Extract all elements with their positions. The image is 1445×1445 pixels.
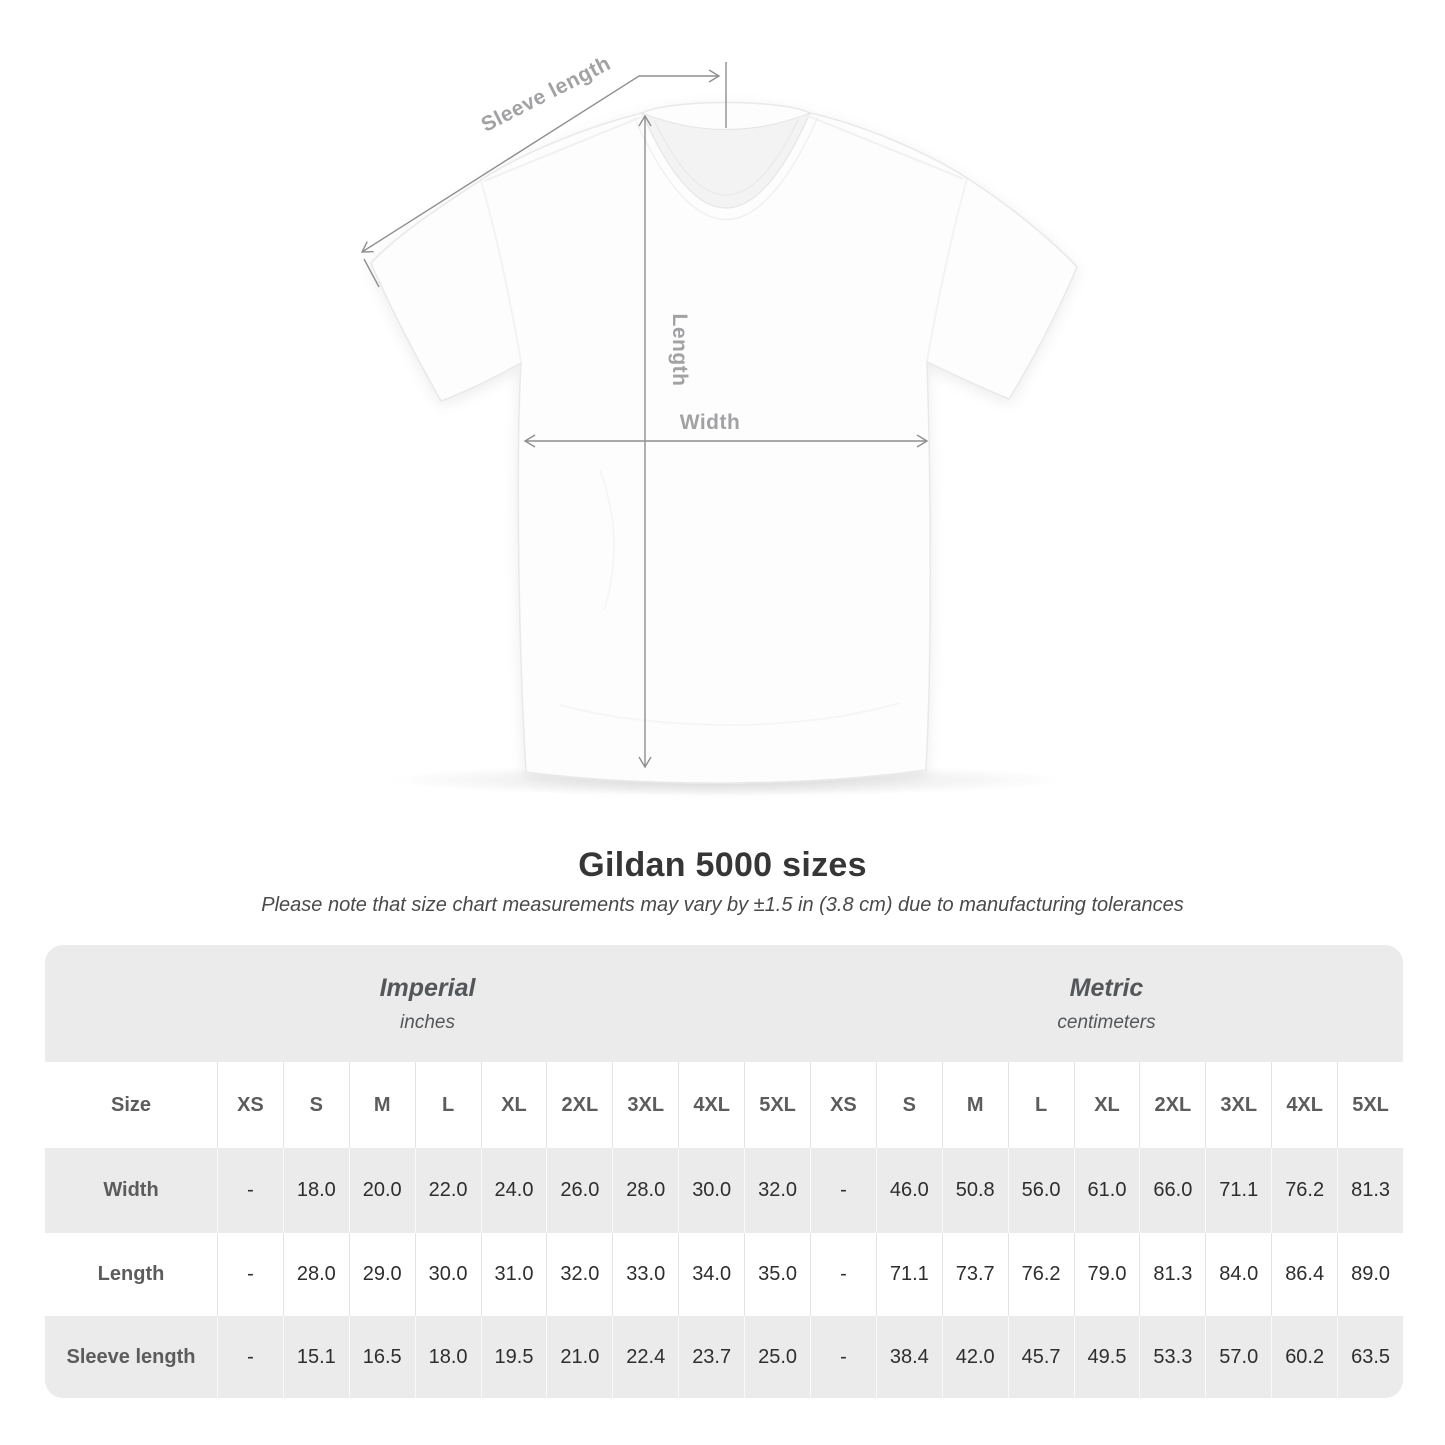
imperial-unit: inches <box>400 1011 455 1033</box>
measurement-cell: 86.4 <box>1271 1233 1337 1316</box>
tolerance-note: Please note that size chart measurements may vary by ±1.5 in (3.8 cm) due to manufacturing tolerances <box>261 894 1184 916</box>
measurement-cell: - <box>810 1148 876 1233</box>
width-label: Width <box>679 411 741 434</box>
measurement-cell: 50.8 <box>942 1148 1008 1233</box>
measurement-cell: 32.0 <box>546 1233 612 1316</box>
measurement-cell: 84.0 <box>1205 1233 1271 1316</box>
size-col-header: 5XL <box>1337 1062 1403 1148</box>
metric-label: Metric <box>1069 973 1144 1002</box>
measurement-cell: - <box>810 1316 876 1398</box>
table-body <box>45 1148 1403 1398</box>
measurement-cell: 25.0 <box>744 1316 810 1398</box>
size-col-header: XS <box>810 1062 876 1148</box>
measurement-cell: 81.3 <box>1139 1233 1205 1316</box>
measurement-cell: - <box>217 1233 283 1316</box>
measurement-cell: 45.7 <box>1008 1316 1074 1398</box>
measurement-cell: 38.4 <box>876 1316 942 1398</box>
size-col-header: 2XL <box>1139 1062 1205 1148</box>
size-col-header: 5XL <box>744 1062 810 1148</box>
measurement-cell: 49.5 <box>1074 1316 1140 1398</box>
measurement-cell: 76.2 <box>1008 1233 1074 1316</box>
measurement-cell: 60.2 <box>1271 1316 1337 1398</box>
measurement-cell: 23.7 <box>678 1316 744 1398</box>
size-col-header: 4XL <box>678 1062 744 1148</box>
measurement-cell: 63.5 <box>1337 1316 1403 1398</box>
measurement-cell: 15.1 <box>283 1316 349 1398</box>
measurement-cell: 76.2 <box>1271 1148 1337 1233</box>
measurement-cell: 73.7 <box>942 1233 1008 1316</box>
tee-illustration <box>371 103 1077 784</box>
measurement-row <box>45 1148 1403 1233</box>
imperial-label: Imperial <box>379 973 476 1002</box>
measurement-cell: 35.0 <box>744 1233 810 1316</box>
length-label: Length <box>668 313 691 387</box>
measurement-cell: 31.0 <box>481 1233 547 1316</box>
size-col-header: S <box>283 1062 349 1148</box>
measurement-cell: 26.0 <box>546 1148 612 1233</box>
size-col-header: L <box>415 1062 481 1148</box>
measurement-cell: 22.4 <box>612 1316 678 1398</box>
measurement-cell: 53.3 <box>1139 1316 1205 1398</box>
measurement-cell: - <box>810 1233 876 1316</box>
metric-group-header <box>810 945 1403 1062</box>
size-col-header: L <box>1008 1062 1074 1148</box>
size-col-header: 2XL <box>546 1062 612 1148</box>
measurement-cell: 19.5 <box>481 1316 547 1398</box>
size-col-header: XL <box>1074 1062 1140 1148</box>
measurement-cell: 29.0 <box>349 1233 415 1316</box>
row-label: Width <box>103 1179 159 1201</box>
measurement-cell: - <box>217 1316 283 1398</box>
measurement-cell: 34.0 <box>678 1233 744 1316</box>
measurement-cell: 33.0 <box>612 1233 678 1316</box>
measurement-row <box>45 1233 1403 1316</box>
size-col-header: XL <box>481 1062 547 1148</box>
measurement-cell: 46.0 <box>876 1148 942 1233</box>
measurement-row <box>45 1316 1403 1398</box>
measurement-cell: 61.0 <box>1074 1148 1140 1233</box>
size-col-header: M <box>942 1062 1008 1148</box>
size-col-header: XS <box>217 1062 283 1148</box>
measurement-cell: 42.0 <box>942 1316 1008 1398</box>
measurement-cell: 22.0 <box>415 1148 481 1233</box>
measurement-cell: 71.1 <box>876 1233 942 1316</box>
measurement-cell: 57.0 <box>1205 1316 1271 1398</box>
measurement-cell: 24.0 <box>481 1148 547 1233</box>
measurement-cell: 20.0 <box>349 1148 415 1233</box>
measurement-cell: 32.0 <box>744 1148 810 1233</box>
size-chart-table <box>45 945 1403 1398</box>
size-header-row <box>45 1062 1403 1148</box>
measurement-cell: 79.0 <box>1074 1233 1140 1316</box>
page-title: Gildan 5000 sizes <box>578 846 867 884</box>
imperial-group-header <box>45 945 810 1062</box>
size-col-header: 3XL <box>1205 1062 1271 1148</box>
measurement-cell: 71.1 <box>1205 1148 1271 1233</box>
measurement-cell: 21.0 <box>546 1316 612 1398</box>
size-col-header: 3XL <box>612 1062 678 1148</box>
size-header-label: Size <box>110 1093 152 1116</box>
measurement-cell: 28.0 <box>612 1148 678 1233</box>
measurement-cell: 28.0 <box>283 1233 349 1316</box>
measurement-cell: - <box>217 1148 283 1233</box>
measurement-cell: 56.0 <box>1008 1148 1074 1233</box>
measurement-cell: 30.0 <box>415 1233 481 1316</box>
measurement-cell: 16.5 <box>349 1316 415 1398</box>
measurement-cell: 18.0 <box>283 1148 349 1233</box>
size-col-header: S <box>876 1062 942 1148</box>
size-col-header: 4XL <box>1271 1062 1337 1148</box>
measurement-cell: 66.0 <box>1139 1148 1205 1233</box>
measurement-cell: 81.3 <box>1337 1148 1403 1233</box>
sleeve-length-label: Sleeve length <box>477 51 615 137</box>
measurement-cell: 30.0 <box>678 1148 744 1233</box>
row-label: Length <box>97 1263 165 1285</box>
measurement-cell: 89.0 <box>1337 1233 1403 1316</box>
units-band <box>45 945 1403 1062</box>
measurement-cell: 18.0 <box>415 1316 481 1398</box>
row-label: Sleeve length <box>66 1345 196 1368</box>
size-col-header: M <box>349 1062 415 1148</box>
metric-unit: centimeters <box>1057 1011 1156 1033</box>
